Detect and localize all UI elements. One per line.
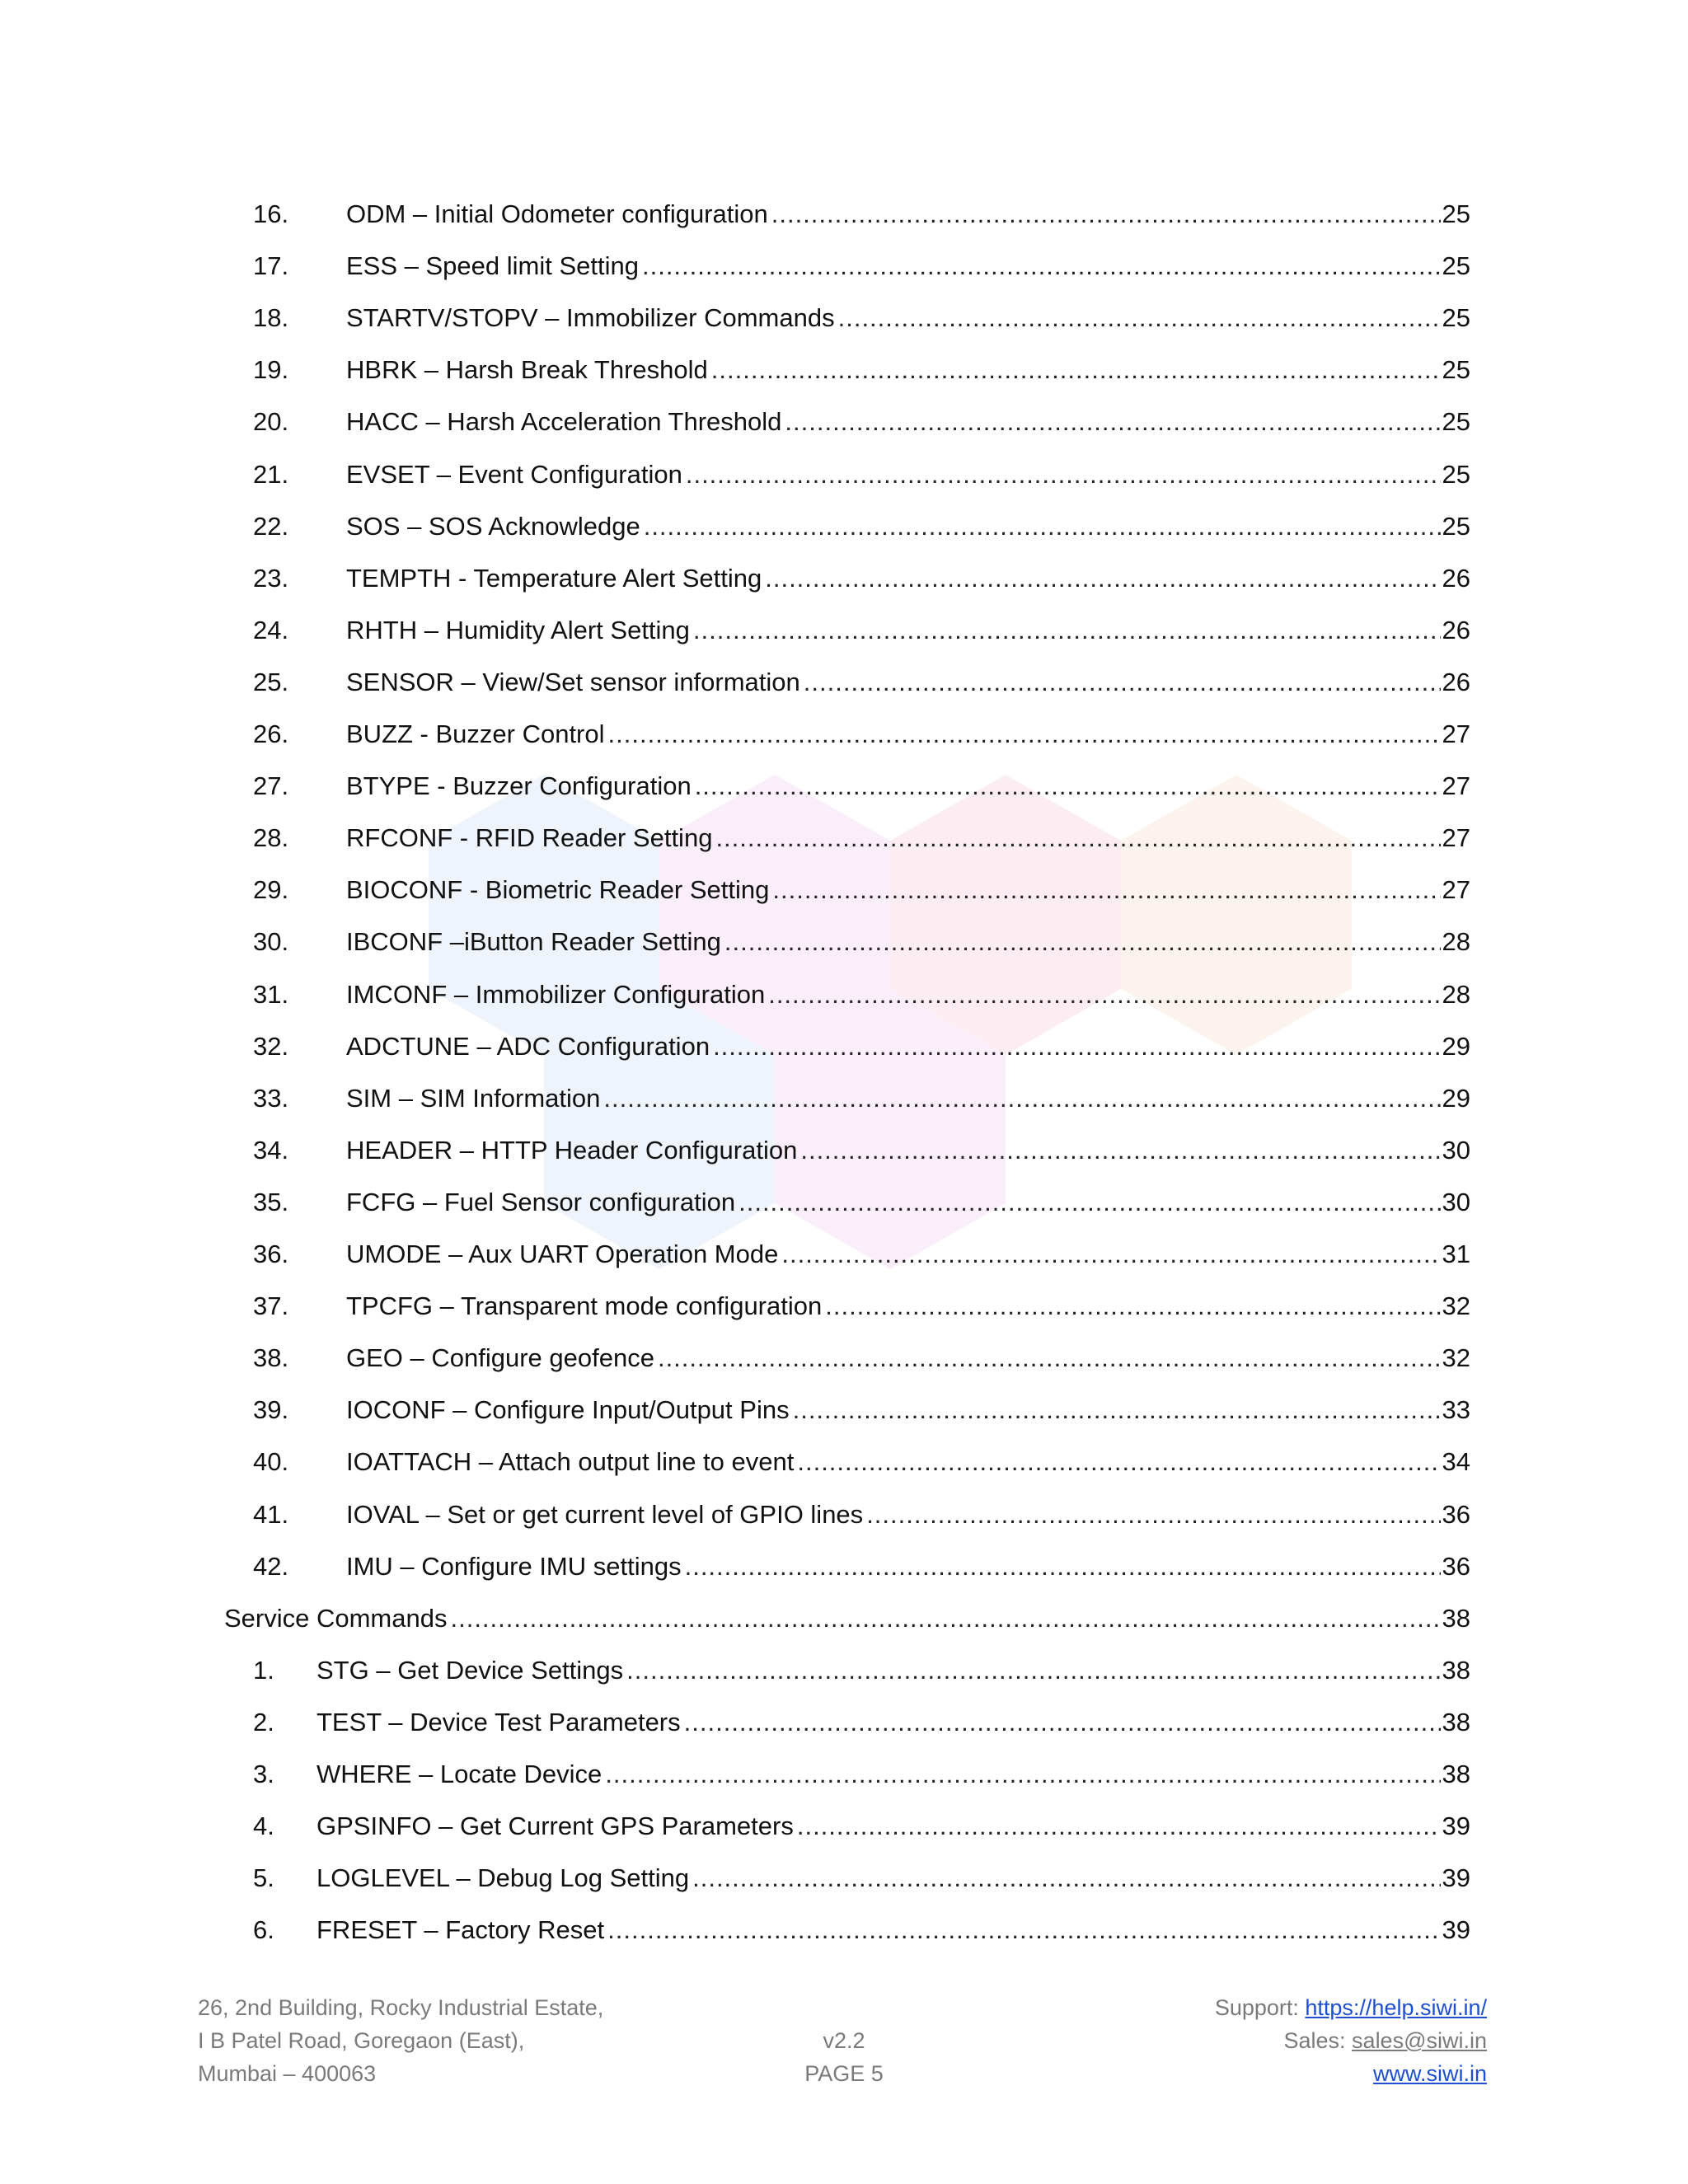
toc-entry[interactable] bbox=[253, 552, 1470, 605]
toc-entry-title: FRESET – Factory Reset bbox=[316, 1915, 605, 1945]
toc-entry-page: 30 bbox=[1442, 1135, 1470, 1165]
toc-entry-title: SIM – SIM Information bbox=[346, 1083, 601, 1113]
toc-entry[interactable] bbox=[253, 1904, 1470, 1957]
toc-entry[interactable] bbox=[253, 1696, 1470, 1749]
dot-leader bbox=[768, 968, 1440, 1021]
dot-leader bbox=[642, 240, 1441, 293]
toc-entry[interactable] bbox=[253, 1280, 1470, 1333]
toc-entry-title: ESS – Speed limit Setting bbox=[346, 251, 639, 281]
toc-entry-number: 23. bbox=[253, 563, 289, 593]
dot-leader bbox=[605, 1748, 1440, 1801]
toc-entry[interactable] bbox=[253, 396, 1470, 448]
toc-entry-title: RFCONF - RFID Reader Setting bbox=[346, 823, 713, 853]
toc-entry-number: 19. bbox=[253, 355, 289, 385]
support-link[interactable]: https://help.siwi.in/ bbox=[1305, 1995, 1487, 2020]
toc-entry-page: 25 bbox=[1442, 199, 1470, 228]
toc-entry[interactable] bbox=[253, 1384, 1470, 1436]
toc-entry-title: LOGLEVEL – Debug Log Setting bbox=[316, 1863, 690, 1893]
toc-entry-title: HBRK – Harsh Break Threshold bbox=[346, 355, 708, 385]
footer-center bbox=[762, 2024, 926, 2090]
toc-entry-number: 22. bbox=[253, 511, 289, 541]
sales-email-link[interactable]: sales@siwi.in bbox=[1352, 2028, 1487, 2053]
toc-entry-page: 32 bbox=[1442, 1291, 1470, 1321]
toc-section-heading[interactable] bbox=[224, 1592, 1470, 1645]
toc-entry-page: 33 bbox=[1442, 1395, 1470, 1425]
toc-entry-page: 25 bbox=[1442, 251, 1470, 281]
toc-entry-page: 34 bbox=[1442, 1447, 1470, 1477]
toc-entry-number: 31. bbox=[253, 979, 289, 1009]
toc-entry[interactable] bbox=[253, 864, 1470, 916]
toc-entry-title: IMCONF – Immobilizer Configuration bbox=[346, 979, 766, 1009]
dot-leader bbox=[715, 812, 1440, 865]
toc-entry-number: 33. bbox=[253, 1083, 289, 1113]
dot-leader bbox=[644, 500, 1441, 553]
toc-entry-page: 25 bbox=[1442, 407, 1470, 437]
toc-entry[interactable] bbox=[253, 760, 1470, 813]
toc-entry[interactable] bbox=[253, 1540, 1470, 1593]
dot-leader bbox=[658, 1332, 1441, 1385]
toc-entry-title: ODM – Initial Odometer configuration bbox=[346, 199, 768, 228]
toc-entry-title: GPSINFO – Get Current GPS Parameters bbox=[316, 1811, 794, 1841]
toc-entry-number: 4. bbox=[253, 1811, 274, 1841]
toc-entry-title: IMU – Configure IMU settings bbox=[346, 1551, 682, 1581]
dot-leader bbox=[772, 864, 1440, 916]
dot-leader bbox=[793, 1384, 1441, 1436]
toc-entry-page: 39 bbox=[1442, 1915, 1470, 1945]
toc-entry[interactable] bbox=[253, 1488, 1470, 1541]
toc-entry-title: FCFG – Fuel Sensor configuration bbox=[346, 1187, 736, 1216]
toc-entry-page: 25 bbox=[1442, 459, 1470, 489]
toc-entry-number: 3. bbox=[253, 1760, 274, 1788]
sales-label: Sales: bbox=[1283, 2028, 1353, 2053]
toc-entry-number: 39. bbox=[253, 1395, 289, 1425]
toc-entry-page: 26 bbox=[1442, 563, 1470, 593]
toc-entry-title: UMODE – Aux UART Operation Mode bbox=[346, 1240, 779, 1268]
toc-entry-number: 29. bbox=[253, 875, 289, 905]
toc-entry-page: 38 bbox=[1442, 1655, 1470, 1685]
toc-entry[interactable] bbox=[253, 968, 1470, 1021]
document-version: v2.2 bbox=[823, 2028, 865, 2053]
toc-entry[interactable] bbox=[253, 1124, 1470, 1177]
address-line-2: I B Patel Road, Goregaon (East), bbox=[198, 2028, 525, 2053]
toc-entry[interactable] bbox=[253, 344, 1470, 396]
toc-entry-page: 25 bbox=[1442, 303, 1470, 333]
toc-entry-number: 28. bbox=[253, 823, 289, 853]
toc-entry-title: BUZZ - Buzzer Control bbox=[346, 719, 605, 748]
toc-entry-number: 37. bbox=[253, 1291, 289, 1321]
toc-entry-number: 34. bbox=[253, 1135, 289, 1165]
dot-leader bbox=[765, 552, 1440, 605]
toc-entry-number: 26. bbox=[253, 719, 289, 748]
toc-entry[interactable] bbox=[253, 1748, 1470, 1801]
dot-leader bbox=[771, 188, 1441, 241]
toc-entry[interactable] bbox=[253, 656, 1470, 709]
toc-entry-number: 25. bbox=[253, 667, 289, 696]
toc-entry-page: 29 bbox=[1442, 1031, 1470, 1061]
footer-contacts bbox=[1215, 1991, 1487, 2090]
dot-leader bbox=[711, 344, 1441, 396]
toc-entry-page: 26 bbox=[1442, 615, 1470, 644]
toc-entry-page: 39 bbox=[1442, 1863, 1470, 1893]
toc-entry-page: 26 bbox=[1442, 667, 1470, 696]
toc-entry-number: 27. bbox=[253, 771, 289, 801]
toc-entry[interactable] bbox=[253, 1644, 1470, 1697]
dot-leader bbox=[713, 1020, 1440, 1073]
toc-entry-number: 6. bbox=[253, 1915, 274, 1945]
support-label: Support: bbox=[1214, 1995, 1306, 2020]
toc-entry-title: HEADER – HTTP Header Configuration bbox=[346, 1135, 798, 1165]
toc-entry-page: 38 bbox=[1442, 1760, 1470, 1788]
toc-entry-number: 35. bbox=[253, 1187, 289, 1216]
toc-entry-title: BTYPE - Buzzer Configuration bbox=[346, 771, 692, 801]
toc-entry-title: STARTV/STOPV – Immobilizer Commands bbox=[346, 303, 835, 333]
toc-entry-number: 24. bbox=[253, 615, 289, 644]
toc-entry-title: WHERE – Locate Device bbox=[316, 1760, 603, 1788]
toc-entry[interactable] bbox=[253, 812, 1470, 865]
toc-entry-page: 27 bbox=[1442, 719, 1470, 748]
toc-entry-number: 20. bbox=[253, 407, 289, 437]
toc-entry[interactable] bbox=[253, 1332, 1470, 1385]
toc-entry-number: 41. bbox=[253, 1499, 289, 1529]
toc-entry-title: RHTH – Humidity Alert Setting bbox=[346, 615, 690, 644]
sales-line bbox=[1215, 2024, 1487, 2057]
toc-entry-page: 38 bbox=[1442, 1603, 1470, 1633]
toc-entry-title: IOVAL – Set or get current level of GPIO lines bbox=[346, 1499, 864, 1529]
toc-entry-page: 31 bbox=[1442, 1240, 1470, 1268]
toc-entry[interactable] bbox=[253, 292, 1470, 344]
toc-entry-number: 2. bbox=[253, 1707, 274, 1736]
toc-entry-number: 32. bbox=[253, 1031, 289, 1061]
dot-leader bbox=[684, 1696, 1441, 1749]
toc-entry-number: 5. bbox=[253, 1863, 274, 1893]
toc-entry-title: TEST – Device Test Parameters bbox=[316, 1707, 681, 1736]
toc-entry-page: 29 bbox=[1442, 1083, 1470, 1113]
toc-entry-page: 36 bbox=[1442, 1551, 1470, 1581]
toc-entry-title: HACC – Harsh Acceleration Threshold bbox=[346, 407, 782, 437]
dot-leader bbox=[626, 1644, 1440, 1697]
dot-leader bbox=[450, 1592, 1440, 1645]
toc-entry-number: 42. bbox=[253, 1551, 289, 1581]
support-line bbox=[1215, 1991, 1487, 2024]
dot-leader bbox=[785, 396, 1440, 448]
toc-entry-page: 28 bbox=[1442, 927, 1470, 957]
toc-entry-page: 36 bbox=[1442, 1499, 1470, 1529]
website-line bbox=[1215, 2057, 1487, 2090]
toc-entry-title: BIOCONF - Biometric Reader Setting bbox=[346, 875, 770, 905]
dot-leader bbox=[603, 1072, 1440, 1125]
toc-entry-number: 30. bbox=[253, 927, 289, 957]
toc-entry[interactable] bbox=[253, 448, 1470, 501]
toc-entry-number: 38. bbox=[253, 1343, 289, 1373]
dot-leader bbox=[804, 656, 1441, 709]
dot-leader bbox=[797, 1436, 1440, 1488]
toc-entry[interactable] bbox=[253, 1228, 1470, 1281]
dot-leader bbox=[693, 604, 1441, 657]
toc-entry[interactable] bbox=[253, 1800, 1470, 1853]
toc-entry-page: 27 bbox=[1442, 823, 1470, 853]
toc-entry-title: ADCTUNE – ADC Configuration bbox=[346, 1031, 710, 1061]
dot-leader bbox=[724, 916, 1441, 968]
toc-entry[interactable] bbox=[253, 604, 1470, 657]
toc-entry[interactable] bbox=[253, 1072, 1470, 1125]
toc-entry-page: 39 bbox=[1442, 1811, 1470, 1841]
dot-leader bbox=[838, 292, 1441, 344]
toc-entry[interactable] bbox=[253, 1020, 1470, 1073]
toc-entry-number: 16. bbox=[253, 199, 289, 228]
toc-entry[interactable] bbox=[253, 1852, 1470, 1905]
toc-entry-title: GEO – Configure geofence bbox=[346, 1343, 654, 1373]
toc-entry-title: IOCONF – Configure Input/Output Pins bbox=[346, 1395, 790, 1425]
dot-leader bbox=[685, 1540, 1441, 1593]
toc-entry-page: 28 bbox=[1442, 979, 1470, 1009]
toc-entry-page: 25 bbox=[1442, 355, 1470, 385]
toc-entry-number: 18. bbox=[253, 303, 289, 333]
toc-entry-title: SENSOR – View/Set sensor information bbox=[346, 667, 800, 696]
toc-entry-page: 25 bbox=[1442, 511, 1470, 541]
toc-entry-title: EVSET – Event Configuration bbox=[346, 459, 682, 489]
toc-entry-page: 27 bbox=[1442, 771, 1470, 801]
toc-entry-title: TEMPTH - Temperature Alert Setting bbox=[346, 563, 762, 593]
toc-entry[interactable] bbox=[253, 708, 1470, 761]
toc-entry-title: SOS – SOS Acknowledge bbox=[346, 511, 640, 541]
dot-leader bbox=[866, 1488, 1440, 1541]
dot-leader bbox=[738, 1176, 1440, 1229]
toc-entry-page: 32 bbox=[1442, 1343, 1470, 1373]
toc-entry-number: 21. bbox=[253, 459, 289, 489]
toc-entry[interactable] bbox=[253, 240, 1470, 293]
address-line-3: Mumbai – 400063 bbox=[198, 2061, 377, 2086]
address-line-1: 26, 2nd Building, Rocky Industrial Estate, bbox=[198, 1995, 604, 2020]
toc-entry-title: IOATTACH – Attach output line to event bbox=[346, 1447, 795, 1477]
toc-entry[interactable] bbox=[253, 1436, 1470, 1488]
toc-entry-number: 1. bbox=[253, 1655, 274, 1685]
dot-leader bbox=[797, 1800, 1441, 1853]
dot-leader bbox=[695, 760, 1441, 813]
toc-entry[interactable] bbox=[253, 1176, 1470, 1229]
website-link[interactable]: www.siwi.in bbox=[1372, 2061, 1487, 2086]
page-number: PAGE 5 bbox=[804, 2061, 884, 2086]
toc-entry-number: 36. bbox=[253, 1240, 289, 1268]
dot-leader bbox=[607, 1904, 1440, 1957]
toc-entry[interactable] bbox=[253, 916, 1470, 968]
dot-leader bbox=[692, 1852, 1440, 1905]
dot-leader bbox=[608, 708, 1441, 761]
toc-entry[interactable] bbox=[253, 188, 1470, 241]
toc-entry-title: TPCFG – Transparent mode configuration bbox=[346, 1291, 823, 1321]
toc-entry-page: 27 bbox=[1442, 875, 1470, 905]
dot-leader bbox=[686, 448, 1441, 501]
dot-leader bbox=[825, 1280, 1440, 1333]
toc-entry-page: 38 bbox=[1442, 1707, 1470, 1736]
toc-entry-number: 40. bbox=[253, 1447, 289, 1477]
toc-entry[interactable] bbox=[253, 500, 1470, 553]
toc-entry-title: STG – Get Device Settings bbox=[316, 1655, 624, 1685]
dot-leader bbox=[800, 1124, 1440, 1177]
dot-leader bbox=[781, 1228, 1440, 1281]
toc-entry-number: 17. bbox=[253, 251, 289, 281]
toc-entry-page: 30 bbox=[1442, 1187, 1470, 1216]
footer-address bbox=[198, 1991, 603, 2090]
toc-entry-title: IBCONF –iButton Reader Setting bbox=[346, 927, 721, 957]
toc-entry-title: Service Commands bbox=[224, 1603, 448, 1633]
